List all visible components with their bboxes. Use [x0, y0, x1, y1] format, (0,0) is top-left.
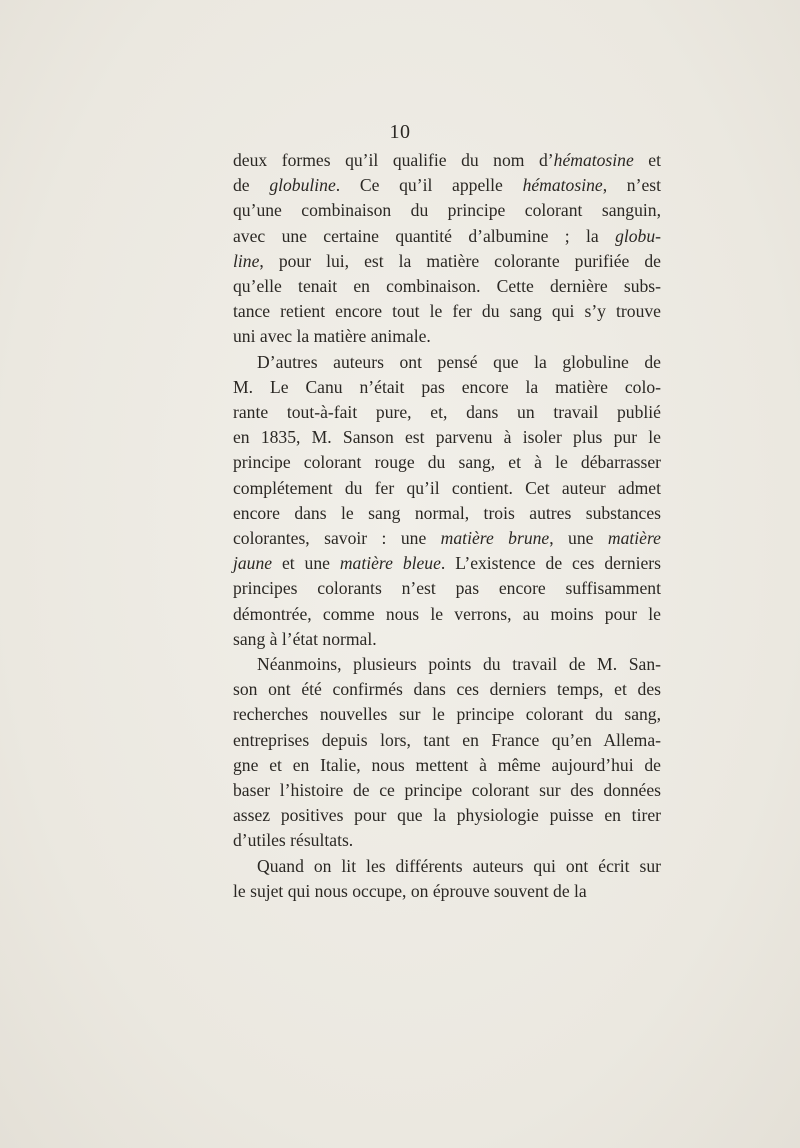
text-run: d’utiles résultats.: [233, 830, 354, 851]
text-line: [233, 702, 661, 727]
text-run: qu’une combinaison du principe colorant sanguin,: [233, 200, 661, 221]
italic-term: matière brune: [440, 528, 550, 549]
text-line: [233, 828, 661, 853]
text-run: , n’est: [602, 175, 662, 196]
text-run: et: [633, 150, 661, 170]
text-run: principes colorants n’est pas encore suffisamment: [233, 578, 661, 599]
text-line: [233, 350, 661, 375]
text-run: rante tout-à-fait pure, et, dans un travail publié: [233, 402, 661, 423]
italic-term: globu-: [615, 225, 661, 246]
text-run: uni avec la matière animale.: [233, 326, 431, 347]
text-run: avec une certaine quantité d’albumine ; la: [233, 225, 616, 246]
text-line: [233, 551, 661, 576]
text-run: entreprises depuis lors, tant en France qu’en Allema-: [233, 729, 661, 750]
text-line: [233, 854, 661, 879]
text-run: démontrée, comme nous le verrons, au moins pour le: [233, 603, 661, 624]
text-run: complétement du fer qu’il contient. Cet auteur admet: [233, 477, 661, 498]
italic-term: jaune: [233, 553, 273, 574]
text-run: Néanmoins, plusieurs points du travail de M. San-: [257, 654, 661, 675]
text-line: [233, 576, 661, 601]
text-run: deux formes qu’il qualifie du nom d’: [233, 150, 554, 170]
text-run: et une: [272, 553, 340, 574]
italic-term: hématosine: [553, 150, 634, 170]
paragraph: [233, 350, 661, 652]
text-line: [233, 803, 661, 828]
text-line: [233, 501, 661, 526]
text-line: [233, 677, 661, 702]
text-run: , une: [549, 528, 608, 549]
text-line: [233, 627, 661, 652]
page-number: 10: [389, 121, 411, 143]
text-run: de: [233, 175, 270, 196]
text-run: colorantes, savoir : une: [233, 528, 441, 549]
text-run: encore dans le sang normal, trois autres substances: [233, 502, 661, 523]
text-run: recherches nouvelles sur le principe colorant du sang,: [233, 704, 661, 725]
text-line: [233, 173, 661, 198]
text-run: principe colorant rouge du sang, et à le débarrasser: [233, 452, 661, 473]
text-line: [233, 400, 661, 425]
paragraph: [233, 148, 661, 350]
text-run: . L’existence de ces derniers: [440, 553, 662, 574]
text-run: baser l’histoire de ce principe colorant sur des données: [233, 780, 661, 801]
text-line: [233, 198, 661, 223]
paragraph: [233, 854, 661, 904]
italic-term: matière bleue: [339, 553, 441, 574]
text-run: son ont été confirmés dans ces derniers temps, et des: [233, 679, 661, 700]
text-run: qu’elle tenait en combinaison. Cette dernière subs-: [233, 276, 661, 297]
text-line: [233, 778, 661, 803]
text-line: [233, 425, 661, 450]
text-line: [233, 476, 661, 501]
text-run: . Ce qu’il appelle: [335, 175, 523, 196]
text-line: [233, 148, 661, 173]
text-line: [233, 652, 661, 677]
text-run: Quand on lit les différents auteurs qui ont écrit sur: [257, 855, 661, 876]
text-line: [233, 299, 661, 324]
text-line: [233, 728, 661, 753]
text-run: assez positives pour que la physiologie puisse en tirer: [233, 805, 661, 826]
text-run: , pour lui, est la matière colorante purifiée de: [259, 250, 661, 271]
body-text: [233, 148, 661, 904]
italic-term: line: [233, 250, 260, 271]
text-run: sang à l’état normal.: [233, 628, 377, 649]
text-run: gne et en Italie, nous mettent à même aujourd’hui de: [233, 754, 661, 775]
text-line: [233, 450, 661, 475]
italic-term: hématosine: [522, 175, 603, 196]
text-line: [233, 224, 661, 249]
text-line: [233, 602, 661, 627]
text-run: le sujet qui nous occupe, on éprouve souvent de la: [233, 880, 587, 901]
text-line: [233, 274, 661, 299]
text-run: D’autres auteurs ont pensé que la globuline de: [257, 351, 661, 372]
text-run: M. Le Canu n’était pas encore la matière colo-: [233, 376, 661, 397]
text-line: [233, 879, 661, 904]
text-line: [233, 375, 661, 400]
text-line: [233, 324, 661, 349]
italic-term: matière: [607, 528, 661, 549]
italic-term: globuline: [269, 175, 336, 196]
text-line: [233, 249, 661, 274]
text-line: [233, 526, 661, 551]
text-run: en 1835, M. Sanson est parvenu à isoler plus pur le: [233, 427, 661, 448]
text-run: tance retient encore tout le fer du sang qui s’y trouve: [233, 301, 661, 322]
paragraph: [233, 652, 661, 854]
text-line: [233, 753, 661, 778]
